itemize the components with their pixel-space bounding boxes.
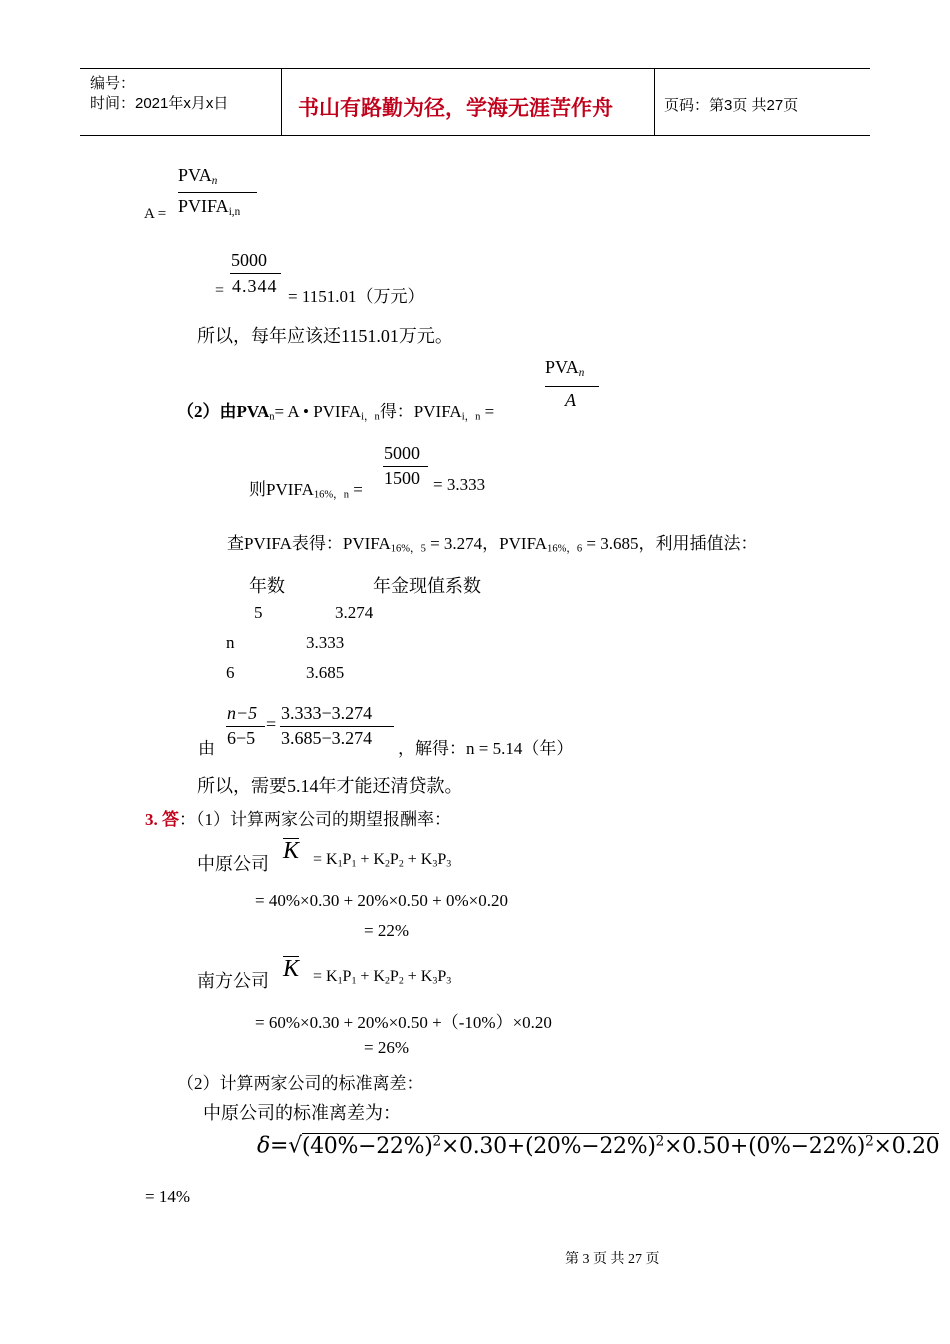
k-bar-symbol: K	[283, 838, 300, 864]
table-row-factor: 3.685	[306, 663, 345, 682]
interp-you: 由	[198, 739, 215, 758]
zhongyuan-result: = 22%	[364, 921, 409, 940]
nanfang-calc: = 60%×0.30 + 20%×0.50 +（-10%）×0.20	[255, 1013, 552, 1032]
table-header-factor: 年金现值系数	[373, 576, 481, 596]
interp-left-denominator: 6−5	[227, 728, 256, 748]
calc1-eq: =	[215, 282, 225, 299]
calc1-fraction-bar	[230, 273, 281, 274]
zhongyuan-label: 中原公司	[197, 854, 269, 874]
formula-a-lhs: A =	[144, 206, 167, 222]
header-divider-right	[654, 68, 655, 136]
table-header-years: 年数	[249, 576, 285, 596]
then-fraction-bar	[383, 466, 428, 467]
calc1-numerator: 5000	[231, 250, 267, 270]
interp-eq: =	[266, 714, 277, 734]
part3-2-heading: （2）计算两家公司的标准离差：	[177, 1074, 424, 1093]
formula-a-numerator: $PVA_n$	[178, 165, 218, 187]
then-numerator: 5000	[384, 443, 420, 463]
lookup-statement: 查PVIFA表得：$PVIFA_{16\%,5} = 3.274$，$PVIFA_{16\%,6} = 3.685$，利用插值法：	[227, 534, 758, 555]
formula-a-fraction-bar	[178, 192, 257, 193]
header-motto: 书山有路勤为径，学海无涯苦作舟	[298, 96, 613, 120]
zhongyuan-std-label: 中原公司的标准离差为：	[203, 1103, 401, 1123]
interp-right-numerator: 3.333−3.274	[281, 703, 373, 723]
table-row-year: n	[226, 633, 235, 652]
header-page-label: 页码：第3页 共27页	[664, 97, 799, 114]
zhongyuan-calc: = 40%×0.30 + 20%×0.50 + 0%×0.20	[255, 891, 509, 910]
then-statement: 则$PVIFA_{16\%,n}$ =	[249, 480, 363, 501]
q3-heading: 3. 答：（1）计算两家公司的期望报酬率：	[145, 810, 451, 829]
formula-a-denominator: $PVIFA_{i,n}$	[178, 196, 241, 218]
part2-frac-numerator: $PVA_n$	[545, 357, 585, 379]
k-formula: = $K_1P_1 + K_2P_2 + K_3P_3$	[313, 851, 452, 870]
header-bottom-rule	[80, 135, 870, 136]
header-code-label: 编号：	[90, 75, 136, 92]
calc1-denominator: 4.344	[232, 276, 278, 296]
table-row-year: 6	[226, 663, 235, 682]
k-bar-symbol: K	[283, 956, 300, 982]
calc1-result: = 1151.01（万元）	[288, 287, 425, 306]
delta-formula: $\delta=√(40\%-22\%)^2\times 0.30+(20\%-22\%)^2\times 0.50+(0\%-22\%)^2\times 0.20$	[257, 1133, 940, 1159]
conclusion-2: 所以，需要5.14年才能还清贷款。	[197, 776, 463, 796]
interp-left-fraction-bar	[226, 726, 265, 727]
part2-frac-denominator: A	[565, 390, 576, 410]
header-divider-left	[281, 68, 282, 136]
header-time-label: 时间：2021年x月x日	[90, 95, 229, 112]
nanfang-label: 南方公司	[197, 971, 269, 991]
interp-right-denominator: 3.685−3.274	[281, 728, 373, 748]
table-row-factor: 3.274	[335, 603, 374, 622]
conclusion-1: 所以，每年应该还1151.01万元。	[197, 326, 453, 346]
delta-result: = 14%	[145, 1187, 190, 1206]
header-top-rule	[80, 68, 870, 69]
table-row-factor: 3.333	[306, 633, 345, 652]
interp-right-fraction-bar	[280, 726, 394, 727]
part2-fraction-bar	[545, 386, 599, 387]
nanfang-result: = 26%	[364, 1038, 409, 1057]
interp-left-numerator: n−5	[227, 703, 258, 723]
footer-page-number: 第 3 页 共 27 页	[565, 1252, 660, 1267]
then-denominator: 1500	[384, 468, 420, 488]
table-row-year: 5	[254, 603, 263, 622]
part2-statement: （2）由$PVA_n= A$ • $PVIFA_{i,n}$得：$PVIFA_{i,n}$ =	[177, 402, 495, 423]
k-formula: = $K_1P_1 + K_2P_2 + K_3P_3$	[313, 968, 452, 987]
then-result: = 3.333	[433, 475, 486, 494]
interp-solve: ，解得：n = 5.14（年）	[398, 739, 574, 758]
